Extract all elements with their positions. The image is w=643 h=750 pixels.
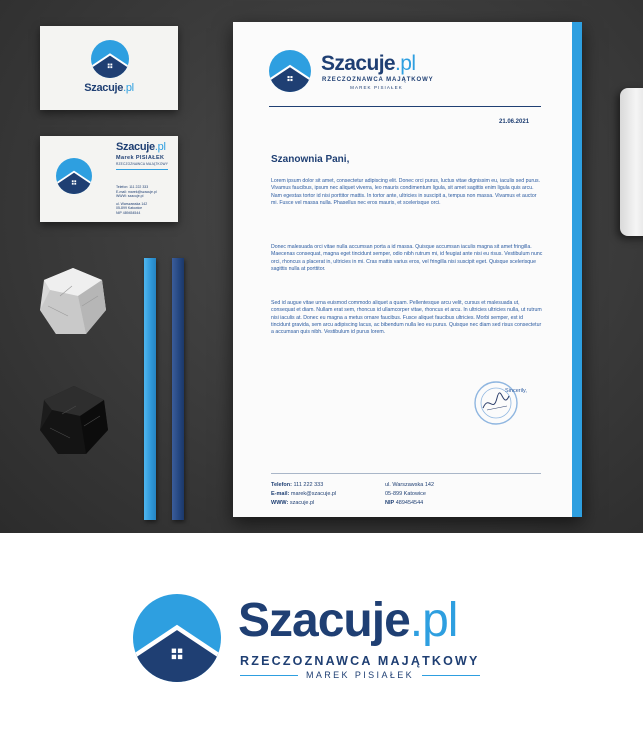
marble-block (620, 88, 643, 236)
footer-contacts: Telefon: 111 222 333 E-mail: marek@szacuje.pl WWW: szacuje.pl (271, 482, 337, 506)
card-city: 05-899 Katowice (116, 206, 143, 211)
brand-person-row (240, 669, 480, 681)
divider-line (240, 675, 298, 676)
light-blue-pencil (144, 258, 156, 520)
card-rule (116, 169, 168, 170)
card-wordmark: Szacuje.pl (116, 141, 166, 153)
brand-wordmark: Szacuje.pl (238, 594, 458, 647)
letterhead-side-stripe (572, 22, 582, 517)
card-street: ul. Warszawska 142 (116, 201, 148, 206)
letter-greeting: Szanownia Pani, (271, 154, 350, 165)
footer-divider (271, 473, 541, 474)
footer-address: ul. Warszawska 142 05-899 Katowice NIP 489454544 (385, 482, 435, 506)
card-role: RZECZOZNAWCA MAJĄTKOWY (116, 162, 169, 166)
card-phone: Telefon: 111 222 333 (116, 185, 149, 189)
divider-line (422, 675, 480, 676)
letterhead-subtitle: RZECZOZNAWCA MAJĄTKOWY (322, 77, 434, 83)
logo-icon (91, 40, 129, 78)
card-www: WWW: szacuje.pl (116, 194, 144, 199)
white-marble-gem (38, 266, 108, 338)
letter-date: 21.06.2021 (499, 119, 530, 125)
dark-blue-pencil (172, 258, 184, 520)
card-email: E-mail: marek@szacuje.pl (116, 189, 157, 194)
letterhead-divider (269, 106, 541, 107)
black-marble-gem (38, 384, 110, 456)
card-nip: NIP 489454544 (116, 210, 141, 215)
brand-subtitle: RZECZOZNAWCA MAJĄTKOWY (240, 654, 480, 668)
letter-closing: Sincerily, (505, 388, 527, 394)
business-card-back (40, 136, 178, 222)
letter-paragraph: Lorem ipsum dolor sit amet, consectetur adipiscing elit. Donec orci purus, luctus vitae dignissim eu, iaculis sed purus. Vivamus faucibus, ipsum nec aliquet viverra, leo mauris condimentum ligula, sit amet sagittis enim ligula quis arcu. Nam egestas tortor id nisi porttitor mattis. In tortor ante, ultricies in suscipit a, tempus non massa. Vivamus et auctor mi. Fusce vel massa nulla. Phasellus nec eros mauris, et scelerisque orci. (271, 178, 541, 206)
letterhead-wordmark: Szacuje.pl (321, 52, 416, 75)
brand-person: MAREK PISIAŁEK (305, 670, 415, 680)
card-contacts (116, 185, 157, 216)
business-card-front (40, 26, 178, 110)
logo-icon (269, 50, 311, 92)
card-person-name: Marek PISIAŁEK (116, 155, 165, 161)
letter-paragraph: Donec malesuada orci vitae nulla accumsan porta a id massa. Quisque accumsan iaculis magna sit amet fringilla. Maecenas consequat, magna eget tincidunt semper, odio nibh rutrum mi, id feugiat ante nisi eu risus. Vestibulum nunc orci, rhoncus a placerat in, ultricies in mi. Cras mattis varius eros, vel fringilla nisi suscipit eget. Quisque scelerisque sagittis nulla at porttitor. (271, 244, 543, 272)
logo-icon (133, 594, 221, 682)
letterhead-document (233, 22, 582, 517)
logo-icon (56, 158, 92, 194)
stamp-signature (473, 380, 519, 426)
card-wordmark: Szacuje.pl (84, 82, 134, 94)
letterhead-person: MAREK PISIAŁEK (350, 85, 403, 90)
letter-paragraph: Sed id augue vitae urna euismod commodo aliquet a quam. Pellentesque arcu velit, cursus et malesuada ut, consequat et diam. Nullam erat sem, rhoncus id ullamcorper vitae, rhoncus et arcu. In ultricies ultricies nulla, ut rutrum nisi iaculis at. Donec eu magna a metus ornare faucibus. Fusce aliquet faucibus ultricies. Morbi semper, est id tincidunt gravida, sem arcu adipiscing lacus, ac bibendum nulla leo eu purus. Quisque nec diam sed risus consectetur a accumsan quis nibh. Vestibulum id purus lorem. (271, 300, 542, 336)
